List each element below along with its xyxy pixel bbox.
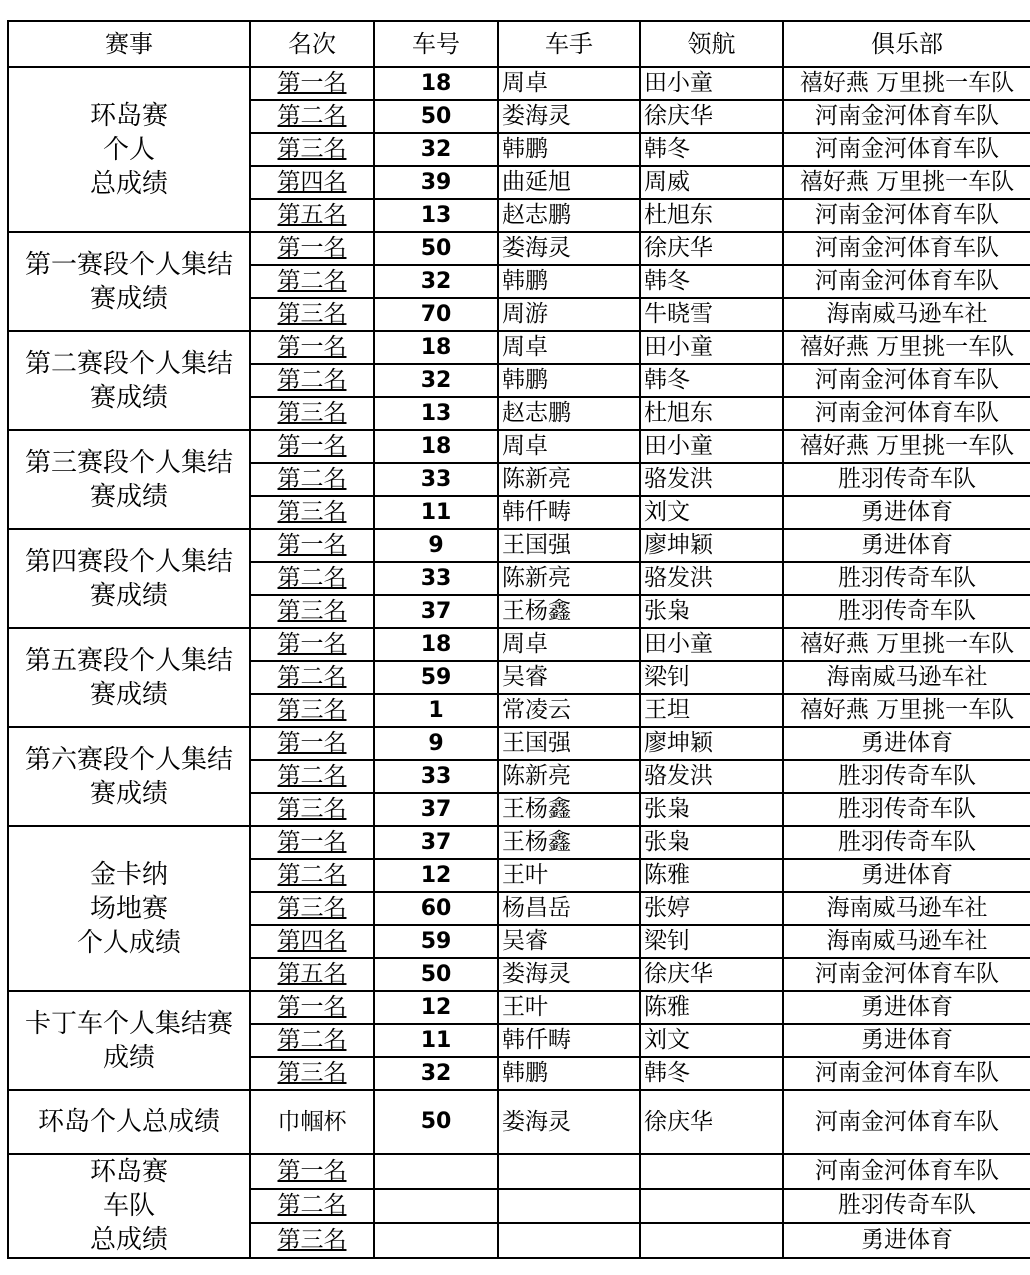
car-number-cell: 33	[374, 760, 498, 793]
rank-cell: 第二名	[250, 463, 374, 496]
header-club: 俱乐部	[783, 21, 1030, 67]
car-number-cell: 32	[374, 265, 498, 298]
event-name-line: 成绩	[102, 1042, 155, 1073]
driver-cell: 王叶	[498, 991, 640, 1024]
car-number-cell: 18	[374, 430, 498, 463]
driver-cell: 娄海灵	[498, 958, 640, 991]
event-name-line: 第五赛段个人集结	[24, 645, 233, 676]
club-cell: 勇进体育	[783, 727, 1030, 760]
car-number-cell: 39	[374, 166, 498, 199]
navigator-cell: 韩冬	[640, 1057, 783, 1090]
driver-cell	[498, 1189, 640, 1224]
navigator-cell: 廖坤颖	[640, 529, 783, 562]
event-name-cell	[8, 430, 250, 529]
event-name-cell	[8, 529, 250, 628]
event-name-cell	[8, 1154, 250, 1258]
driver-cell: 王国强	[498, 529, 640, 562]
navigator-cell: 杜旭东	[640, 199, 783, 232]
driver-cell: 韩鹏	[498, 265, 640, 298]
navigator-cell	[640, 1189, 783, 1224]
rank-cell: 第三名	[250, 1223, 374, 1258]
event-name-line: 个人	[102, 134, 155, 165]
event-name-line: 赛成绩	[89, 679, 168, 710]
navigator-cell	[640, 1154, 783, 1189]
rank-cell: 第二名	[250, 265, 374, 298]
car-number-cell: 32	[374, 1057, 498, 1090]
club-cell: 河南金河体育车队	[783, 100, 1030, 133]
driver-cell: 韩鹏	[498, 1057, 640, 1090]
club-cell: 海南威马逊车社	[783, 892, 1030, 925]
rank-cell: 第二名	[250, 859, 374, 892]
rank-cell: 第二名	[250, 1024, 374, 1057]
results-table	[7, 20, 1030, 1259]
driver-cell: 王叶	[498, 859, 640, 892]
club-cell: 禧好燕 万里挑一车队	[783, 67, 1030, 100]
rank-cell: 第一名	[250, 991, 374, 1024]
navigator-cell: 徐庆华	[640, 1090, 783, 1154]
navigator-cell: 骆发洪	[640, 463, 783, 496]
event-name-cell	[8, 991, 250, 1090]
driver-cell: 娄海灵	[498, 100, 640, 133]
navigator-cell: 张婷	[640, 892, 783, 925]
club-cell: 禧好燕 万里挑一车队	[783, 628, 1030, 661]
table-row	[8, 529, 1030, 562]
driver-cell: 韩仟畴	[498, 496, 640, 529]
driver-cell: 韩鹏	[498, 364, 640, 397]
navigator-cell: 张枭	[640, 826, 783, 859]
table-row	[8, 331, 1030, 364]
event-name-cell	[8, 628, 250, 727]
driver-cell: 娄海灵	[498, 1090, 640, 1154]
club-cell: 河南金河体育车队	[783, 1154, 1030, 1189]
table-row	[8, 67, 1030, 100]
rank-cell: 第三名	[250, 793, 374, 826]
club-cell: 禧好燕 万里挑一车队	[783, 430, 1030, 463]
car-number-cell: 12	[374, 991, 498, 1024]
car-number-cell: 70	[374, 298, 498, 331]
navigator-cell: 田小童	[640, 331, 783, 364]
event-name-cell	[8, 727, 250, 826]
driver-cell: 赵志鹏	[498, 397, 640, 430]
event-name-line: 赛成绩	[89, 580, 168, 611]
event-name-line: 第六赛段个人集结	[24, 744, 233, 775]
car-number-cell: 13	[374, 199, 498, 232]
club-cell: 河南金河体育车队	[783, 1090, 1030, 1154]
driver-cell: 王杨鑫	[498, 595, 640, 628]
driver-cell: 韩鹏	[498, 133, 640, 166]
car-number-cell: 50	[374, 100, 498, 133]
navigator-cell: 牛晓雪	[640, 298, 783, 331]
navigator-cell: 王坦	[640, 694, 783, 727]
rank-cell: 第一名	[250, 232, 374, 265]
rank-cell: 第三名	[250, 694, 374, 727]
rank-cell: 巾帼杯	[250, 1090, 374, 1154]
navigator-cell: 刘文	[640, 496, 783, 529]
navigator-cell: 徐庆华	[640, 232, 783, 265]
car-number-cell: 50	[374, 1090, 498, 1154]
event-name-line: 总成绩	[89, 168, 168, 199]
driver-cell: 杨昌岳	[498, 892, 640, 925]
header-row	[8, 21, 1030, 67]
header-driver: 车手	[498, 21, 640, 67]
navigator-cell: 韩冬	[640, 265, 783, 298]
driver-cell: 周游	[498, 298, 640, 331]
header-event: 赛事	[8, 21, 250, 67]
navigator-cell: 周威	[640, 166, 783, 199]
navigator-cell: 梁钊	[640, 661, 783, 694]
car-number-cell: 9	[374, 529, 498, 562]
driver-cell: 周卓	[498, 67, 640, 100]
car-number-cell: 59	[374, 925, 498, 958]
navigator-cell: 杜旭东	[640, 397, 783, 430]
event-name-line: 赛成绩	[89, 481, 168, 512]
table-row	[8, 232, 1030, 265]
car-number-cell: 13	[374, 397, 498, 430]
table-row	[8, 430, 1030, 463]
rank-cell: 第二名	[250, 1189, 374, 1224]
navigator-cell: 田小童	[640, 67, 783, 100]
car-number-cell: 50	[374, 958, 498, 991]
results-table-container	[7, 20, 1030, 1259]
rank-cell: 第三名	[250, 892, 374, 925]
navigator-cell: 田小童	[640, 628, 783, 661]
navigator-cell: 陈雅	[640, 859, 783, 892]
event-name-line: 第三赛段个人集结	[24, 447, 233, 478]
table-row	[8, 991, 1030, 1024]
club-cell: 海南威马逊车社	[783, 661, 1030, 694]
navigator-cell: 陈雅	[640, 991, 783, 1024]
table-row	[8, 1090, 1030, 1154]
navigator-cell: 徐庆华	[640, 100, 783, 133]
club-cell: 勇进体育	[783, 529, 1030, 562]
table-row	[8, 628, 1030, 661]
navigator-cell: 徐庆华	[640, 958, 783, 991]
navigator-cell: 韩冬	[640, 364, 783, 397]
car-number-cell: 11	[374, 496, 498, 529]
rank-cell: 第一名	[250, 1154, 374, 1189]
navigator-cell: 廖坤颖	[640, 727, 783, 760]
header-car-number: 车号	[374, 21, 498, 67]
club-cell: 禧好燕 万里挑一车队	[783, 694, 1030, 727]
driver-cell: 陈新亮	[498, 463, 640, 496]
rank-cell: 第四名	[250, 166, 374, 199]
driver-cell: 娄海灵	[498, 232, 640, 265]
club-cell: 勇进体育	[783, 1223, 1030, 1258]
event-name-cell	[8, 826, 250, 991]
header-rank: 名次	[250, 21, 374, 67]
table-row	[8, 1154, 1030, 1189]
driver-cell	[498, 1223, 640, 1258]
event-name-line: 金卡纳	[89, 859, 168, 890]
club-cell: 胜羽传奇车队	[783, 1189, 1030, 1224]
event-name-cell	[8, 67, 250, 232]
car-number-cell: 50	[374, 232, 498, 265]
navigator-cell: 田小童	[640, 430, 783, 463]
driver-cell: 吴睿	[498, 925, 640, 958]
event-name-cell	[8, 331, 250, 430]
club-cell: 胜羽传奇车队	[783, 463, 1030, 496]
club-cell: 河南金河体育车队	[783, 1057, 1030, 1090]
event-name-line: 场地赛	[89, 893, 168, 924]
club-cell: 胜羽传奇车队	[783, 793, 1030, 826]
rank-cell: 第五名	[250, 199, 374, 232]
club-cell: 河南金河体育车队	[783, 265, 1030, 298]
car-number-cell: 18	[374, 331, 498, 364]
rank-cell: 第二名	[250, 562, 374, 595]
rank-cell: 第一名	[250, 826, 374, 859]
club-cell: 胜羽传奇车队	[783, 562, 1030, 595]
club-cell: 勇进体育	[783, 859, 1030, 892]
navigator-cell: 刘文	[640, 1024, 783, 1057]
rank-cell: 第二名	[250, 760, 374, 793]
car-number-cell: 33	[374, 463, 498, 496]
driver-cell: 韩仟畴	[498, 1024, 640, 1057]
car-number-cell: 9	[374, 727, 498, 760]
car-number-cell: 12	[374, 859, 498, 892]
rank-cell: 第四名	[250, 925, 374, 958]
club-cell: 胜羽传奇车队	[783, 760, 1030, 793]
car-number-cell: 32	[374, 133, 498, 166]
navigator-cell: 骆发洪	[640, 562, 783, 595]
header-navigator: 领航	[640, 21, 783, 67]
driver-cell: 王杨鑫	[498, 793, 640, 826]
navigator-cell	[640, 1223, 783, 1258]
event-name-line: 赛成绩	[89, 778, 168, 809]
car-number-cell: 32	[374, 364, 498, 397]
club-cell: 河南金河体育车队	[783, 133, 1030, 166]
rank-cell: 第二名	[250, 100, 374, 133]
event-name-cell	[8, 1090, 250, 1154]
car-number-cell	[374, 1189, 498, 1224]
event-name-line: 个人成绩	[76, 927, 181, 958]
car-number-cell	[374, 1154, 498, 1189]
car-number-cell: 37	[374, 793, 498, 826]
event-name-line: 卡丁车个人集结赛	[24, 1008, 233, 1039]
rank-cell: 第三名	[250, 496, 374, 529]
rank-cell: 第一名	[250, 529, 374, 562]
club-cell: 禧好燕 万里挑一车队	[783, 331, 1030, 364]
event-name-cell	[8, 232, 250, 331]
rank-cell: 第一名	[250, 67, 374, 100]
club-cell: 河南金河体育车队	[783, 364, 1030, 397]
driver-cell: 常凌云	[498, 694, 640, 727]
results-body	[8, 67, 1030, 1258]
table-row	[8, 727, 1030, 760]
event-name-line: 环岛个人总成绩	[37, 1107, 220, 1137]
car-number-cell: 37	[374, 826, 498, 859]
club-cell: 禧好燕 万里挑一车队	[783, 166, 1030, 199]
driver-cell	[498, 1154, 640, 1189]
rank-cell: 第一名	[250, 628, 374, 661]
event-name-line: 第四赛段个人集结	[24, 546, 233, 577]
event-name-line: 总成绩	[89, 1225, 168, 1255]
event-name-line: 第二赛段个人集结	[24, 348, 233, 379]
navigator-cell: 韩冬	[640, 133, 783, 166]
navigator-cell: 骆发洪	[640, 760, 783, 793]
rank-cell: 第三名	[250, 595, 374, 628]
car-number-cell: 18	[374, 628, 498, 661]
club-cell: 河南金河体育车队	[783, 958, 1030, 991]
club-cell: 海南威马逊车社	[783, 925, 1030, 958]
car-number-cell: 33	[374, 562, 498, 595]
table-row	[8, 826, 1030, 859]
car-number-cell: 18	[374, 67, 498, 100]
driver-cell: 陈新亮	[498, 562, 640, 595]
driver-cell: 陈新亮	[498, 760, 640, 793]
driver-cell: 王杨鑫	[498, 826, 640, 859]
event-name-line: 赛成绩	[89, 382, 168, 413]
car-number-cell: 59	[374, 661, 498, 694]
club-cell: 胜羽传奇车队	[783, 826, 1030, 859]
driver-cell: 周卓	[498, 331, 640, 364]
club-cell: 海南威马逊车社	[783, 298, 1030, 331]
club-cell: 胜羽传奇车队	[783, 595, 1030, 628]
club-cell: 河南金河体育车队	[783, 232, 1030, 265]
club-cell: 勇进体育	[783, 991, 1030, 1024]
rank-cell: 第二名	[250, 661, 374, 694]
rank-cell: 第三名	[250, 1057, 374, 1090]
event-name-line: 环岛赛	[89, 1157, 168, 1187]
event-name-line: 赛成绩	[89, 283, 168, 314]
navigator-cell: 张枭	[640, 793, 783, 826]
club-cell: 河南金河体育车队	[783, 397, 1030, 430]
rank-cell: 第五名	[250, 958, 374, 991]
driver-cell: 吴睿	[498, 661, 640, 694]
event-name-line: 车队	[102, 1191, 155, 1221]
driver-cell: 赵志鹏	[498, 199, 640, 232]
car-number-cell: 60	[374, 892, 498, 925]
club-cell: 勇进体育	[783, 1024, 1030, 1057]
rank-cell: 第一名	[250, 331, 374, 364]
rank-cell: 第一名	[250, 727, 374, 760]
rank-cell: 第二名	[250, 364, 374, 397]
car-number-cell	[374, 1223, 498, 1258]
driver-cell: 曲延旭	[498, 166, 640, 199]
driver-cell: 王国强	[498, 727, 640, 760]
club-cell: 勇进体育	[783, 496, 1030, 529]
car-number-cell: 37	[374, 595, 498, 628]
rank-cell: 第三名	[250, 397, 374, 430]
club-cell: 河南金河体育车队	[783, 199, 1030, 232]
driver-cell: 周卓	[498, 430, 640, 463]
navigator-cell: 张枭	[640, 595, 783, 628]
rank-cell: 第三名	[250, 133, 374, 166]
event-name-line: 第一赛段个人集结	[24, 249, 233, 280]
rank-cell: 第三名	[250, 298, 374, 331]
event-name-line: 环岛赛	[89, 100, 168, 131]
driver-cell: 周卓	[498, 628, 640, 661]
car-number-cell: 1	[374, 694, 498, 727]
navigator-cell: 梁钊	[640, 925, 783, 958]
rank-cell: 第一名	[250, 430, 374, 463]
car-number-cell: 11	[374, 1024, 498, 1057]
